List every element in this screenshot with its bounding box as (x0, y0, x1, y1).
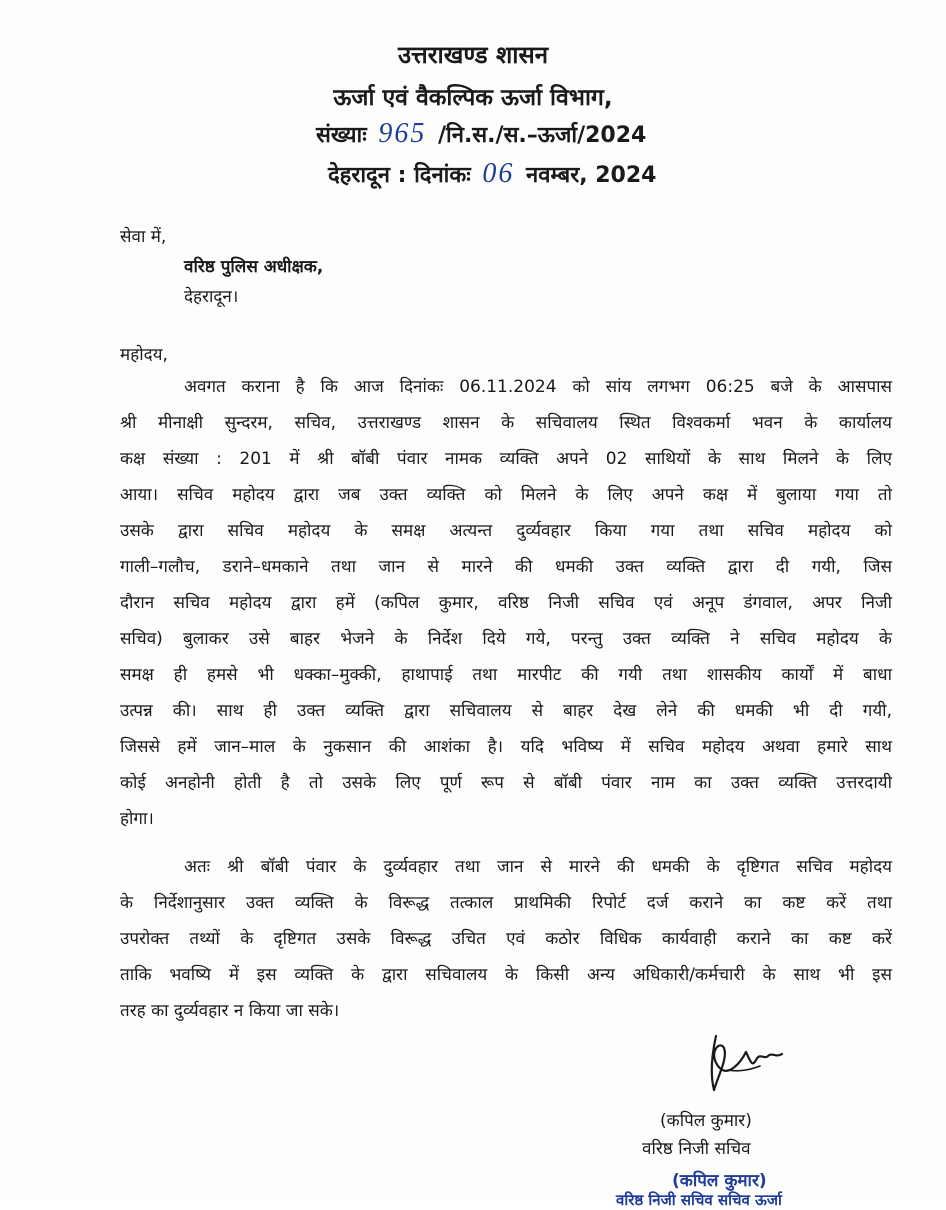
paragraph-1-line: उसके द्वारा सचिव महोदय के समक्ष अत्यन्त दुर्व्यवहार किया गया तथा सचिव महोदय को (120, 521, 892, 541)
letter-number (316, 118, 646, 150)
date-suffix: नवम्बर, 2024 (526, 163, 657, 188)
paragraph-2-line: के निर्देशानुसार उक्त व्यक्ति के विरूद्ध तत्काल प्राथमिकी रिपोर्ट दर्ज कराने का कष्ट करें तथा (120, 893, 892, 913)
paragraph-1-line: दौरान सचिव महोदय द्वारा हमें (कपिल कुमार, वरिष्ठ निजी सचिव एवं अनूप डंगवाल, अपर निजी (120, 593, 892, 613)
stamp-designation: वरिष्ठ निजी सचिव सचिव ऊर्जा (616, 1191, 782, 1209)
place-date-label: देहरादून : दिनांकः (328, 163, 471, 188)
paragraph-2-line: उपरोक्त तथ्यों के दृष्टिगत उसके विरूद्ध उचित एवं कठोर विधिक कार्यवाही कराने का कष्ट करें (120, 929, 892, 949)
paragraph-1-line: आया। सचिव महोदय द्वारा जब उक्त व्यक्ति को मिलने के लिए अपने कक्ष में बुलाया गया तो (120, 485, 892, 505)
paragraph-1-line: गाली–गलौच, डराने–धमकाने तथा जान से मारने की धमकी उक्त व्यक्ति द्वारा दी गयी, जिस (120, 557, 892, 577)
number-suffix: /नि.स./स.–ऊर्जा/2024 (438, 123, 647, 148)
paragraph-2-line: तरह का दुर्व्यवहार न किया जा सके। (120, 1001, 340, 1021)
signatory-name: (कपिल कुमार) (660, 1111, 752, 1131)
paragraph-1-line: श्री मीनाक्षी सुन्दरम, सचिव, उत्तराखण्ड शासन के सचिवालय स्थित विश्वकर्मा भवन के कार्यालय (120, 413, 892, 433)
paragraph-2-line: अतः श्री बॉबी पंवार के दुर्व्यवहार तथा जान से मारने की धमकी के दृष्टिगत सचिव महोदय (184, 857, 892, 877)
paragraph-1-line: उत्पन्न की। साथ ही उक्त व्यक्ति द्वारा सचिवालय से बाहर देख लेने की धमकी भी दी गयी, (120, 701, 892, 721)
department-heading: ऊर्जा एवं वैकल्पिक ऊर्जा विभाग, (333, 85, 613, 111)
paragraph-2-line: ताकि भवष्यि में इस व्यक्ति के द्वारा सचिवालय के किसी अन्य अधिकारी/कर्मचारी के साथ भी इस (120, 965, 892, 985)
paragraph-1-line: कक्ष संख्या : 201 में श्री बॉबी पंवार नामक व्यक्ति अपने 02 साथियों के साथ मिलने के लिए (120, 449, 892, 469)
stamp-name: (कपिल कुमार) (672, 1171, 767, 1191)
government-heading: उत्तराखण्ड शासन (397, 41, 549, 69)
paragraph-1-line: जिससे हमें जान–माल के नुकसान की आशंका है। यदि भविष्य में सचिव महोदय अथवा हमारे साथ (120, 737, 892, 757)
handwritten-date: 06 (482, 158, 515, 189)
paragraph-1-line: सचिव) बुलाकर उसे बाहर भेजने के निर्देश दिये गये, परन्तु उक्त व्यक्ति ने सचिव महोदय के (120, 629, 892, 649)
handwritten-number: 965 (378, 118, 427, 149)
paragraph-1-line: होगा। (120, 809, 154, 829)
recipient-city: देहरादून। (184, 287, 239, 307)
signature-scribble (698, 1030, 790, 1096)
paragraph-1-line: कोई अनहोनी होती है तो उसके लिए पूर्ण रूप से बॉबी पंवार नाम का उक्त व्यक्ति उत्तरदायी (120, 773, 892, 793)
recipient-designation: वरिष्ठ पुलिस अधीक्षक, (184, 257, 324, 277)
paragraph-1-line: समक्ष ही हमसे भी धक्का–मुक्की, हाथापाई तथा मारपीट की गयी तथा शासकीय कार्यों में बाधा (120, 665, 892, 685)
recipient-to: सेवा में, (120, 227, 167, 247)
number-label: संख्याः (316, 123, 367, 148)
place-date (328, 158, 656, 190)
paragraph-1-line: अवगत कराना है कि आज दिनांकः 06.11.2024 को सांय लगभग 06:25 बजे के आसपास (184, 377, 892, 397)
signatory-designation: वरिष्ठ निजी सचिव (642, 1139, 751, 1159)
salutation: महोदय, (120, 345, 168, 365)
